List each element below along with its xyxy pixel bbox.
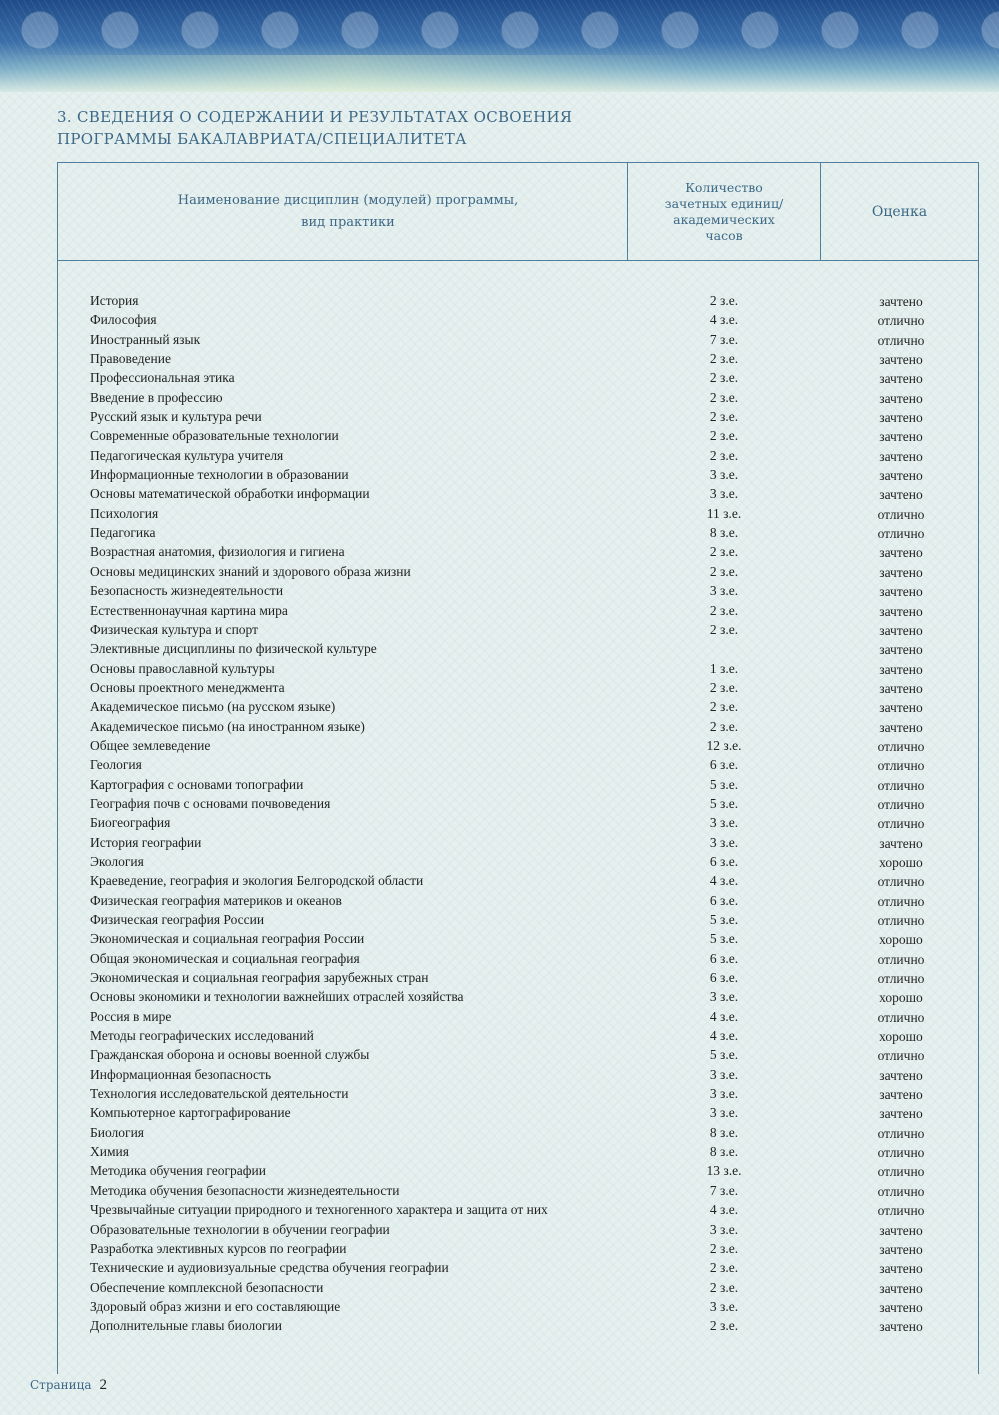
grade: зачтено bbox=[879, 700, 923, 716]
credit-units: 2 з.е. bbox=[709, 370, 739, 386]
discipline-name: Основы православной культуры bbox=[90, 660, 275, 676]
table-row bbox=[0, 291, 999, 310]
grade: отлично bbox=[877, 1203, 925, 1219]
discipline-name: Академическое письмо (на русском языке) bbox=[90, 699, 336, 715]
table-row bbox=[0, 929, 999, 948]
table-row bbox=[0, 310, 999, 329]
grade: зачтено bbox=[879, 661, 923, 677]
discipline-name: Картография с основами топографии bbox=[90, 776, 304, 792]
table-row bbox=[0, 349, 999, 368]
grade: отлично bbox=[877, 893, 925, 909]
credit-units: 2 з.е. bbox=[709, 293, 739, 308]
table-row bbox=[0, 465, 999, 484]
discipline-name: Методы географических исследований bbox=[90, 1028, 314, 1044]
discipline-name: Профессиональная этика bbox=[90, 370, 235, 386]
page-number: 2 bbox=[99, 1377, 108, 1393]
credit-units: 11 з.е. bbox=[706, 505, 742, 521]
table-row bbox=[0, 368, 999, 387]
discipline-name: Краеведение, география и экология Белгородской области bbox=[90, 873, 424, 889]
credit-units: 3 з.е. bbox=[709, 486, 739, 502]
credit-units: 2 з.е. bbox=[709, 563, 739, 579]
credit-units: 2 з.е. bbox=[709, 389, 739, 405]
grade: зачтено bbox=[879, 294, 923, 309]
discipline-name: Физическая культура и спорт bbox=[90, 621, 259, 637]
table-row bbox=[0, 1161, 999, 1180]
grade: отлично bbox=[877, 1009, 925, 1025]
table-row bbox=[0, 968, 999, 987]
table-row bbox=[0, 1103, 999, 1122]
credit-units: 6 з.е. bbox=[709, 892, 739, 908]
grade: отлично bbox=[877, 526, 925, 542]
grade: зачтено bbox=[879, 680, 923, 696]
credit-units: 4 з.е. bbox=[709, 1202, 739, 1218]
grade: отлично bbox=[877, 738, 925, 754]
table-row bbox=[0, 1045, 999, 1064]
credit-units: 3 з.е. bbox=[709, 815, 739, 831]
table-row bbox=[0, 1084, 999, 1103]
header-units-line1: Количество bbox=[685, 180, 763, 195]
discipline-name: Дополнительные главы биологии bbox=[90, 1318, 282, 1334]
table-row bbox=[0, 446, 999, 465]
discipline-name: Биология bbox=[90, 1124, 145, 1140]
discipline-name: Русский язык и культура речи bbox=[90, 409, 262, 425]
grade: отлично bbox=[877, 1183, 925, 1199]
credit-units: 2 з.е. bbox=[709, 1240, 739, 1256]
table-row bbox=[0, 1258, 999, 1277]
discipline-name: Экология bbox=[90, 853, 144, 869]
grade: отлично bbox=[877, 332, 925, 348]
credit-units: 8 з.е. bbox=[709, 1124, 739, 1140]
table-header bbox=[58, 163, 978, 261]
discipline-name: Правоведение bbox=[90, 351, 171, 367]
table-row bbox=[0, 1278, 999, 1297]
credit-units: 2 з.е. bbox=[709, 699, 739, 715]
table-row bbox=[0, 1316, 999, 1335]
credit-units: 2 з.е. bbox=[709, 1318, 739, 1334]
banner-glow bbox=[0, 55, 999, 92]
discipline-name: Основы медицинских знаний и здорового образа жизни bbox=[90, 563, 411, 579]
discipline-name: Физическая география материков и океанов bbox=[90, 892, 342, 908]
discipline-name: Основы экономики и технологии важнейших отраслей хозяйства bbox=[90, 989, 464, 1005]
discipline-name: Образовательные технологии в обучении географии bbox=[90, 1221, 390, 1237]
table-body bbox=[0, 291, 999, 1336]
grade: отлично bbox=[877, 816, 925, 832]
discipline-name: Информационная безопасность bbox=[90, 1066, 272, 1082]
grade: зачтено bbox=[879, 429, 923, 445]
credit-units: 2 з.е. bbox=[709, 447, 739, 463]
grade: зачтено bbox=[879, 622, 923, 638]
discipline-name: Основы математической обработки информации bbox=[90, 486, 370, 502]
table-row bbox=[0, 542, 999, 561]
table-row bbox=[0, 755, 999, 774]
grade: зачтено bbox=[879, 1222, 923, 1238]
discipline-name: Экономическая и социальная география России bbox=[90, 931, 365, 947]
credit-units: 2 з.е. bbox=[709, 621, 739, 637]
table-row bbox=[0, 659, 999, 678]
grade: зачтено bbox=[879, 1319, 923, 1335]
discipline-name: Обеспечение комплексной безопасности bbox=[90, 1279, 324, 1295]
grade: зачтено bbox=[879, 448, 923, 464]
header-discipline bbox=[98, 163, 598, 261]
table-row bbox=[0, 987, 999, 1006]
grade: зачтено bbox=[879, 468, 923, 484]
table-row bbox=[0, 775, 999, 794]
table-row bbox=[0, 426, 999, 445]
credit-units: 3 з.е. bbox=[709, 467, 739, 483]
discipline-name: Общая экономическая и социальная география bbox=[90, 950, 360, 966]
header-units-line3: академических bbox=[673, 212, 775, 227]
table-row bbox=[0, 736, 999, 755]
table-row bbox=[0, 1007, 999, 1026]
discipline-name: Педагогика bbox=[90, 525, 156, 541]
grade: зачтено bbox=[879, 371, 923, 387]
grade: зачтено bbox=[879, 835, 923, 851]
grade: зачтено bbox=[879, 564, 923, 580]
table-row bbox=[0, 581, 999, 600]
table-row bbox=[0, 871, 999, 890]
discipline-name: Чрезвычайные ситуации природного и техногенного характера и защита от них bbox=[90, 1202, 548, 1218]
discipline-name: Геология bbox=[90, 757, 142, 773]
credit-units: 3 з.е. bbox=[709, 1221, 739, 1237]
table-row bbox=[0, 1065, 999, 1084]
table-row bbox=[0, 910, 999, 929]
grade: хорошо bbox=[879, 1029, 923, 1045]
discipline-name: Академическое письмо (на иностранном языке) bbox=[90, 718, 365, 734]
grade: зачтено bbox=[879, 410, 923, 426]
discipline-name: Компьютерное картографирование bbox=[90, 1105, 291, 1121]
grade: отлично bbox=[877, 971, 925, 987]
grade: хорошо bbox=[879, 932, 923, 948]
grade: зачтено bbox=[879, 603, 923, 619]
grade: отлично bbox=[877, 951, 925, 967]
discipline-name: Экономическая и социальная география зарубежных стран bbox=[90, 970, 429, 986]
table-row bbox=[0, 388, 999, 407]
discipline-name: Биогеография bbox=[90, 815, 171, 831]
grade: зачтено bbox=[879, 487, 923, 503]
credit-units: 2 з.е. bbox=[709, 1260, 739, 1276]
discipline-name: Естественнонаучная картина мира bbox=[90, 602, 288, 618]
discipline-name: Возрастная анатомия, физиология и гигиена bbox=[90, 544, 345, 560]
credit-units: 4 з.е. bbox=[709, 1008, 739, 1024]
discipline-name: Методика обучения географии bbox=[90, 1163, 266, 1179]
grade: зачтено bbox=[879, 1106, 923, 1122]
credit-units: 2 з.е. bbox=[709, 602, 739, 618]
credit-units: 4 з.е. bbox=[709, 312, 739, 328]
table-row bbox=[0, 1026, 999, 1045]
table-row bbox=[0, 949, 999, 968]
grade: зачтено bbox=[879, 1261, 923, 1277]
credit-units: 2 з.е. bbox=[709, 409, 739, 425]
section-title-line1: 3. СВЕДЕНИЯ О СОДЕРЖАНИИ И РЕЗУЛЬТАТАХ ОСВОЕНИЯ bbox=[57, 108, 573, 126]
credit-units: 6 з.е. bbox=[709, 853, 739, 869]
table-row bbox=[0, 1220, 999, 1239]
page-footer bbox=[30, 1377, 107, 1394]
grade: зачтено bbox=[879, 1280, 923, 1296]
table-row bbox=[0, 484, 999, 503]
credit-units: 3 з.е. bbox=[709, 583, 739, 599]
discipline-name: Информационные технологии в образовании bbox=[90, 467, 349, 483]
grade: отлично bbox=[877, 777, 925, 793]
table-row bbox=[0, 794, 999, 813]
grade: зачтено bbox=[879, 719, 923, 735]
grade: отлично bbox=[877, 1145, 925, 1161]
table-row bbox=[0, 833, 999, 852]
table-row bbox=[0, 523, 999, 542]
grade: отлично bbox=[877, 874, 925, 890]
discipline-name: История bbox=[90, 293, 139, 308]
header-units-line4: часов bbox=[705, 228, 743, 243]
credit-units: 13 з.е. bbox=[706, 1163, 742, 1179]
grade: зачтено bbox=[879, 1087, 923, 1103]
credit-units: 5 з.е. bbox=[709, 1047, 739, 1063]
page-label: Страница bbox=[30, 1378, 92, 1392]
discipline-name: Философия bbox=[90, 312, 157, 328]
credit-units: 7 з.е. bbox=[709, 1182, 739, 1198]
credit-units: 7 з.е. bbox=[709, 331, 739, 347]
decorative-banner bbox=[0, 0, 999, 92]
credit-units: 5 з.е. bbox=[709, 912, 739, 927]
discipline-name: Россия в мире bbox=[90, 1008, 172, 1024]
discipline-name: Технология исследовательской деятельности bbox=[90, 1086, 349, 1102]
table-row bbox=[0, 717, 999, 736]
credit-units: 6 з.е. bbox=[709, 950, 739, 966]
grade: зачтено bbox=[879, 545, 923, 561]
credit-units: 8 з.е. bbox=[709, 1144, 739, 1160]
table-row bbox=[0, 1297, 999, 1316]
discipline-name: Психология bbox=[90, 505, 159, 521]
credit-units: 5 з.е. bbox=[709, 776, 739, 792]
grade: отлично bbox=[877, 796, 925, 812]
discipline-name: Педагогическая культура учителя bbox=[90, 447, 284, 463]
header-discipline-line2: вид практики bbox=[301, 215, 395, 230]
discipline-name: Гражданская оборона и основы военной службы bbox=[90, 1047, 370, 1063]
section-title bbox=[57, 106, 572, 150]
grade: отлично bbox=[877, 758, 925, 774]
discipline-name: Разработка элективных курсов по географии bbox=[90, 1240, 347, 1256]
discipline-name: Общее землеведение bbox=[90, 737, 211, 753]
credit-units: 1 з.е. bbox=[709, 660, 739, 676]
credit-units: 5 з.е. bbox=[709, 795, 739, 811]
section-title-line2: ПРОГРАММЫ БАКАЛАВРИАТА/СПЕЦИАЛИТЕТА bbox=[57, 130, 467, 148]
table-row bbox=[0, 639, 999, 658]
table-row bbox=[0, 504, 999, 523]
table-row bbox=[0, 1200, 999, 1219]
table-row bbox=[0, 562, 999, 581]
discipline-name: Химия bbox=[90, 1144, 129, 1160]
discipline-name: Иностранный язык bbox=[90, 331, 201, 347]
table-row bbox=[0, 1181, 999, 1200]
discipline-name: Безопасность жизнедеятельности bbox=[90, 583, 284, 599]
discipline-name: География почв с основами почвоведения bbox=[90, 795, 331, 811]
grade: зачтено bbox=[879, 1299, 923, 1315]
credit-units: 6 з.е. bbox=[709, 970, 739, 986]
discipline-name: Физическая география России bbox=[90, 912, 265, 927]
header-units bbox=[628, 163, 820, 261]
grade: зачтено bbox=[879, 584, 923, 600]
grade: отлично bbox=[877, 1048, 925, 1064]
credit-units: 3 з.е. bbox=[709, 1105, 739, 1121]
grade: хорошо bbox=[879, 854, 923, 870]
grade: отлично bbox=[877, 1164, 925, 1180]
credit-units: 2 з.е. bbox=[709, 1279, 739, 1295]
credit-units: 8 з.е. bbox=[709, 525, 739, 541]
discipline-name: Введение в профессию bbox=[90, 389, 223, 405]
table-row bbox=[0, 601, 999, 620]
table-row bbox=[0, 407, 999, 426]
discipline-name: Технические и аудиовизуальные средства обучения географии bbox=[90, 1260, 449, 1276]
credit-units: 2 з.е. bbox=[709, 351, 739, 367]
credit-units: 3 з.е. bbox=[709, 1298, 739, 1314]
discipline-name: Основы проектного менеджмента bbox=[90, 679, 285, 695]
grade: отлично bbox=[877, 913, 925, 928]
grade: отлично bbox=[877, 1125, 925, 1141]
header-grade-label: Оценка bbox=[871, 204, 928, 220]
header-discipline-line1: Наименование дисциплин (модулей) программы, bbox=[177, 193, 519, 208]
credit-units: 4 з.е. bbox=[709, 873, 739, 889]
credit-units: 3 з.е. bbox=[709, 834, 739, 850]
table-row bbox=[0, 1142, 999, 1161]
table-row bbox=[0, 678, 999, 697]
grade: хорошо bbox=[879, 990, 923, 1006]
table-row bbox=[0, 852, 999, 871]
credit-units: 3 з.е. bbox=[709, 1066, 739, 1082]
grade: зачтено bbox=[879, 1241, 923, 1257]
credit-units: 2 з.е. bbox=[709, 428, 739, 444]
discipline-name: Современные образовательные технологии bbox=[90, 428, 339, 444]
credit-units: 2 з.е. bbox=[709, 718, 739, 734]
credit-units: 4 з.е. bbox=[709, 1028, 739, 1044]
grade: отлично bbox=[877, 313, 925, 329]
table-row bbox=[0, 697, 999, 716]
grade: зачтено bbox=[879, 1067, 923, 1083]
table-row bbox=[0, 1123, 999, 1142]
credit-units: 3 з.е. bbox=[709, 989, 739, 1005]
grade: зачтено bbox=[879, 642, 923, 658]
discipline-name: История географии bbox=[90, 834, 202, 850]
header-units-line2: зачетных единиц/ bbox=[664, 196, 784, 211]
discipline-name: Методика обучения безопасности жизнедеятельности bbox=[90, 1182, 400, 1198]
table-row bbox=[0, 1239, 999, 1258]
credit-units: 6 з.е. bbox=[709, 757, 739, 773]
credit-units: 3 з.е. bbox=[709, 1086, 739, 1102]
table-row bbox=[0, 891, 999, 910]
credit-units: 5 з.е. bbox=[709, 931, 739, 947]
grade: зачтено bbox=[879, 390, 923, 406]
grade: зачтено bbox=[879, 352, 923, 368]
grade: отлично bbox=[877, 506, 925, 522]
credit-units: 2 з.е. bbox=[709, 544, 739, 560]
table-row bbox=[0, 620, 999, 639]
discipline-name: Здоровый образ жизни и его составляющие bbox=[90, 1298, 341, 1314]
header-grade bbox=[821, 163, 978, 261]
table-row bbox=[0, 330, 999, 349]
discipline-name: Элективные дисциплины по физической культуре bbox=[90, 641, 377, 657]
table-row bbox=[0, 813, 999, 832]
credit-units: 2 з.е. bbox=[709, 679, 739, 695]
credit-units: 12 з.е. bbox=[706, 737, 742, 753]
